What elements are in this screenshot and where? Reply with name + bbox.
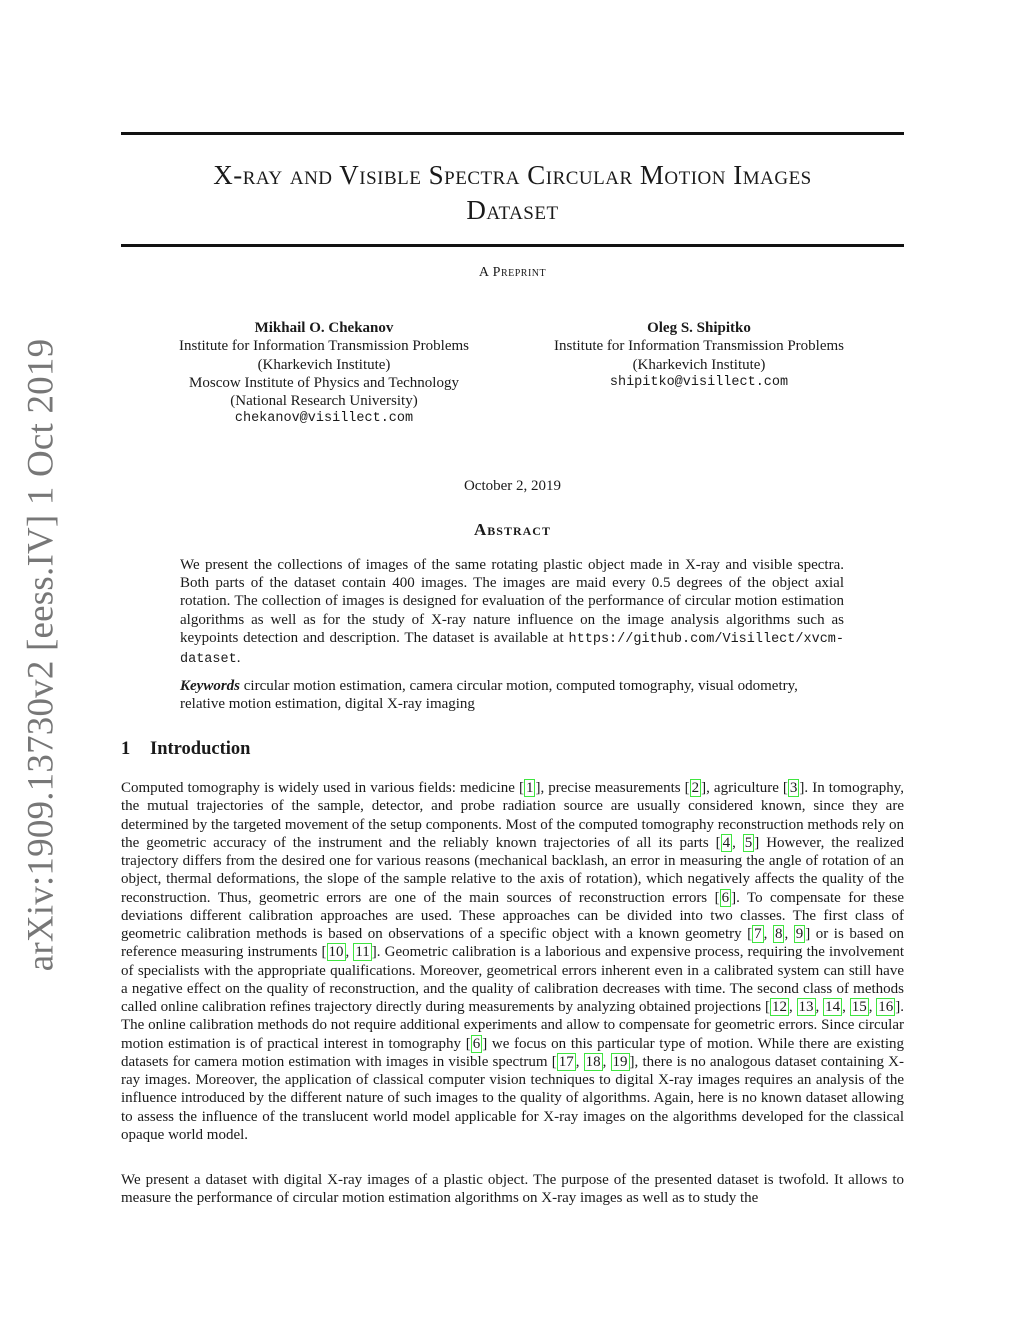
paragraph-text: , precise measurements	[540, 780, 685, 796]
author-name: Mikhail O. Chekanov	[254, 320, 394, 336]
title-bottom-rule	[121, 244, 904, 247]
arxiv-sidebar-stamp: arXiv:1909.13730v2 [eess.IV] 1 Oct 2019	[20, 338, 62, 972]
section-title: Introduction	[150, 739, 251, 759]
citation-link[interactable]: 15	[851, 999, 867, 1015]
author-affiliation: Moscow Institute of Physics and Technology	[189, 374, 459, 391]
intro-paragraph-1: Computed tomography is widely used in various fields: medicine [ 1 ], precise measurements [ 2 ], agriculture [ 3 ]. In tomography, the mutual trajectories of the sample, detector, and probe radiation source are usually considered known, since they are determined by the targeted movement of the setup components. Most of the computed tomography reconstruction methods rely on the geometric accuracy of the instrument and the reliably known trajectories of all its parts [ 4 , 5 ] However, the realized trajectory differs from the desired one for various reasons (mechanical backlash, an error in measuring the angle of rotation of an object, thermal deformations, the slope of the sample relative to the axis of rotation), which negatively affects the quality of the reconstruction. Thus, geometric errors are one of the main sources of reconstruction errors [ 6 ]. To compensate for these deviations different calibration approaches are used. These approaches can be divided into two classes. The first class of geometric calibration methods is based on observations of a specific object with a known geometry [ 7 , 8 , 9 ] or is based on reference measuring instruments [ 10 , 11 ]. Geometric calibration is a laborious and expensive process, requiring the involvement of specialists with the appropriate qualifications. Moreover, geometrical errors inherent even in a calibrated system can still have a negative effect on the quality of reconstruction, and the quality of calibration decreases with time. The second class of methods called online calibration refines trajectory directly during measurements by analyzing obtained projections [ 12 , 13 , 14 , 15 , 16 ]. The online calibration methods do not require additional experiments and allow to compensate for geometric errors. Since circular motion estimation is of practical interest in tomography [ 6 ] we focus on this particular type of motion. While there are existing datasets for camera motion estimation with images in visible spectrum [ 17 , 18 , 19 ], there is no analogous dataset containing X-ray images. Moreover, the application of classical computer vision techniques to digital X-ray images requires an analysis of the influence introduced by the different nature of such images to the quality of algorithms. Again, here is no known dataset allowing to assess the influence of the translucent world model applicable for X-ray images on the algorithms developed for the classical opaque world model.	[121, 780, 905, 1143]
paragraph-text: . In tomography, the mutual trajectories of the sample, detector, and probe radiation source are usually considered known, since they are determined by the targeted movement of the setup components. Most of the computed tomography reconstruction methods rely on the geometric accuracy of the instrument and the reliably known trajectories of all its parts	[121, 780, 905, 851]
author-affiliation: (National Research University)	[230, 393, 418, 410]
paper-title-line2: Dataset	[466, 195, 559, 225]
citation-link[interactable]: 1	[525, 780, 534, 796]
author-affiliation: (Kharkevich Institute)	[632, 356, 766, 373]
citation-link[interactable]: 5	[744, 834, 753, 851]
paper-title-line1: X-ray and Visible Spectra Circular Motion Images	[213, 160, 812, 190]
author-block-1	[124, 319, 524, 429]
paragraph-text: ,	[842, 999, 850, 1015]
citation-link[interactable]: 14	[825, 999, 841, 1015]
paragraph-text: , agriculture	[706, 780, 783, 796]
abstract-heading: Abstract	[474, 520, 551, 539]
intro-paragraph-2: We present a dataset with digital X-ray images of a plastic object. The purpose of the presented dataset is twofold. It allows to measure the performance of circular motion estimation algorithms on X-ray images as well as to study the	[121, 1172, 904, 1207]
dataset-url-link[interactable]: https://github.com/Visillect/xvcm-dataset	[180, 631, 844, 668]
paragraph-text: ,	[575, 1053, 584, 1070]
paragraph-text: . Geometric calibration is a laborious and expensive process, requiring the involvement of specialists with the appropriate qualifications. Moreover, geometrical errors inherent even in a calibrated system can still have a negative effect on the quality of reconstruction, and the quality of calibration decreases with time. The second class of methods called online calibration refines trajectory directly during measurements by analyzing obtained projections	[121, 944, 905, 1015]
author-affiliation: Institute for Information Transmission Problems	[554, 338, 844, 355]
author-email[interactable]: shipitko@visillect.com	[609, 374, 789, 390]
citation-link[interactable]: 8	[774, 926, 783, 942]
section-number: 1	[121, 739, 131, 759]
citation-link[interactable]: 10	[328, 944, 344, 961]
citation-link[interactable]: 19	[612, 1053, 628, 1070]
citation-link[interactable]: 12	[771, 999, 787, 1015]
author-email[interactable]: chekanov@visillect.com	[234, 411, 414, 427]
citation-link[interactable]: 3	[789, 780, 798, 796]
keywords-label: Keywords	[180, 678, 240, 694]
citation-link[interactable]: 13	[798, 999, 814, 1015]
paragraph-text: ,	[763, 926, 773, 942]
author-block-2	[499, 319, 899, 392]
citation-link[interactable]: 18	[585, 1053, 601, 1070]
paragraph-text: ,	[868, 999, 877, 1015]
citation-link[interactable]: 16	[878, 999, 894, 1015]
citation-link[interactable]: 6	[472, 1035, 481, 1052]
citation-link[interactable]: 6	[721, 889, 730, 906]
author-affiliation: (Kharkevich Institute)	[257, 356, 391, 373]
abstract-body	[180, 556, 844, 669]
citation-link[interactable]: 9	[795, 926, 804, 942]
paragraph-text: ,	[732, 834, 743, 851]
paragraph-text: , there is no analogous dataset containing X-ray images. Moreover, the application of classical computer vision techniques to digital X-ray images requires an analysis of the influence introduced by the different nature of such images to the quality of algorithms. Again, here is no known dataset allowing to assess the influence of the translucent world model applicable for X-ray images on the algorithms developed for the classical opaque world model.	[121, 1053, 905, 1143]
paragraph-text: . To compensate for these deviations different calibration approaches are used. These approaches can be divided into two classes. The first class of geometric calibration methods is based on observations of a specific object with a known geometry	[121, 889, 904, 942]
paragraph-text: we focus on this particular type of motion. While there are existing datasets for camera motion estimation with images in visible spectrum	[121, 1035, 904, 1070]
author-affiliation: Institute for Information Transmission Problems	[179, 338, 469, 355]
paragraph-text: ,	[345, 944, 354, 961]
title-top-rule	[121, 132, 904, 135]
abstract-period: .	[236, 650, 241, 667]
paragraph-text: However, the realized trajectory differs from the desired one for various reasons (mechanical backlash, an error in measuring the angle of rotation of an object, thermal deformations, the slope of the sample relative to the axis of rotation), which negatively affects the quality of the reconstruction. Thus, geometric errors are one of the main sources of reconstruction errors	[121, 834, 905, 906]
paragraph-text: or is based on reference measuring instruments	[121, 926, 905, 961]
paragraph-text: . The online calibration methods do not require additional experiments and allow to compensate for geometric errors. Since circular motion estimation is of practical interest in tomography	[121, 999, 905, 1052]
publication-date: October 2, 2019	[463, 478, 562, 494]
preprint-label: A Preprint	[478, 265, 547, 280]
paragraph-text: ,	[815, 999, 824, 1015]
paragraph-text: Computed tomography is widely used in various fields: medicine	[121, 780, 519, 796]
author-name: Oleg S. Shipitko	[647, 320, 751, 336]
citation-link[interactable]: 7	[754, 926, 762, 942]
citation-link[interactable]: 11	[355, 944, 370, 961]
citation-link[interactable]: 17	[558, 1053, 574, 1070]
keywords-block	[180, 677, 844, 713]
abstract-text: We present the collections of images of the same rotating plastic object made in X-ray and visible spectra. Both parts of the dataset contain 400 images. The images are maid every 0.5 degrees of the object axial rotation. The collection of images is designed for evaluation of the performance of circular motion estimation algorithms as well as for the study of X-ray nature influence on the image analysis algorithms such as keypoints detection and description. The dataset is available at	[180, 557, 844, 646]
keywords-text: circular motion estimation, camera circular motion, computed tomography, visual odometry, relative motion estimation, digital X-ray imaging	[180, 678, 798, 713]
citation-link[interactable]: 2	[691, 780, 700, 796]
paragraph-text: ,	[784, 926, 794, 942]
section-heading	[121, 739, 250, 760]
citation-link[interactable]: 4	[722, 834, 731, 851]
paragraph-text: ,	[788, 999, 797, 1015]
paragraph-text: ,	[602, 1053, 611, 1070]
